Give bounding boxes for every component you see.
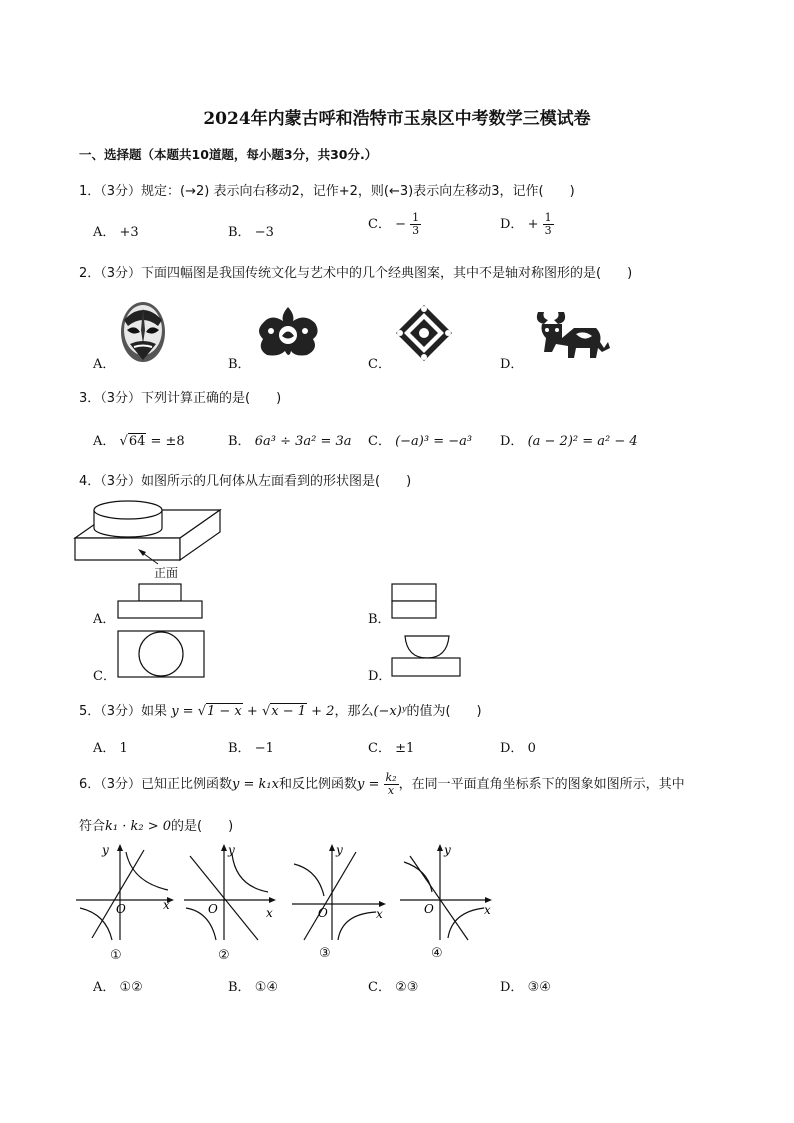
origin-label: O xyxy=(116,902,126,916)
question-5-stem: 5．（3分）如果 y = √1 − x + √x − 1 + 2，那么(−x)ʸ的值为( ) xyxy=(79,704,482,719)
graph-3 xyxy=(290,842,395,942)
q1-option-d: D． + $\frac{1}{3}$ xyxy=(500,211,552,237)
q2-option-b-label: B． xyxy=(228,357,251,372)
question-4-stem: 4．（3分）如图所示的几何体从左面看到的形状图是( ) xyxy=(79,474,412,489)
x-axis-label: x xyxy=(163,898,170,912)
q4-option-a-label: A． xyxy=(93,612,116,627)
q2-option-d-label: D． xyxy=(500,357,524,372)
q3-option-d: D． (a − 2)² = a² − 4 xyxy=(500,434,638,449)
question-6-stem-line-2: 符合k₁ · k₂ > 0的是( ) xyxy=(79,819,234,834)
q5-option-c: C． ±1 xyxy=(368,741,415,756)
question-2-stem: 2．（3分）下面四幅图是我国传统文化与艺术中的几个经典图案，其中不是轴对称图形的是( ) xyxy=(79,266,633,281)
y-axis-label: y xyxy=(444,843,451,857)
q1-option-a: A． +3 xyxy=(93,225,139,240)
q3-option-a: A． √64 = ±8 xyxy=(93,434,185,449)
y-axis-label: y xyxy=(228,843,235,857)
q5-option-d: D． 0 xyxy=(500,741,536,756)
q4-option-b-figure xyxy=(391,583,439,619)
q6-option-b: B． ①④ xyxy=(228,980,279,995)
q6-option-d: D． ③④ xyxy=(500,980,551,995)
q4-option-b-label: B． xyxy=(368,612,391,627)
q6-option-a: A． ①② xyxy=(93,980,143,995)
fraction: $\frac{\text{k₂}}{x}$ xyxy=(385,771,397,797)
origin-label: O xyxy=(318,906,328,920)
origin-label: O xyxy=(424,902,434,916)
origin-label: O xyxy=(208,902,218,916)
x-axis-label: x xyxy=(266,906,273,920)
x-axis-label: x xyxy=(376,907,383,921)
fraction: $\frac{1}{3}$ xyxy=(544,211,552,237)
q6-option-c: C． ②③ xyxy=(368,980,419,995)
ornament-image xyxy=(255,305,321,361)
q4-option-a-figure xyxy=(117,583,207,619)
graph-1-label: ① xyxy=(110,948,122,963)
q1-option-b: B． −3 xyxy=(228,225,274,240)
graph-4-label: ④ xyxy=(431,946,443,961)
q5-option-b: B． −1 xyxy=(228,741,274,756)
fraction: $\frac{1}{3}$ xyxy=(412,211,420,237)
question-1-stem: 1．（3分）规定：(→2) 表示向右移动2，记作+2，则(←3)表示向左移动3，记作( ) xyxy=(79,184,575,199)
q3-option-c: C． (−a)³ = −a³ xyxy=(368,434,473,449)
section-heading: 一、选择题（本题共10道题，每小题3分，共30分.） xyxy=(79,147,378,162)
front-label: 正面 xyxy=(154,566,179,580)
q4-option-c-label: C． xyxy=(93,669,116,684)
page-title: 2024年内蒙古呼和浩特市玉泉区中考数学三模试卷 xyxy=(203,109,591,129)
graph-3-label: ③ xyxy=(319,946,331,961)
radical: 64 xyxy=(128,434,146,449)
q1-option-c: C． − $\frac{1}{3}$ xyxy=(368,211,420,237)
ox-papercut-image xyxy=(530,308,612,362)
question-3-stem: 3．（3分）下列计算正确的是( ) xyxy=(79,391,282,406)
opera-mask-image xyxy=(118,300,168,370)
q2-option-c-label: C． xyxy=(368,357,391,372)
y-axis-label: y xyxy=(102,843,109,857)
graph-2-label: ② xyxy=(218,948,230,963)
q4-option-c-figure xyxy=(117,630,207,680)
question-6-stem: 6．（3分）已知正比例函数y = k₁x和反比例函数y = $\frac{\text{k₂}}{x}$ ，在同一平面直角坐标系下的图象如图所示，其中 xyxy=(79,771,685,797)
q4-option-d-label: D． xyxy=(368,669,392,684)
q3-option-b: B． 6a³ ÷ 3a² = 3a xyxy=(228,434,352,449)
graph-4 xyxy=(398,842,503,942)
x-axis-label: x xyxy=(484,903,491,917)
y-axis-label: y xyxy=(336,843,343,857)
graph-2 xyxy=(182,842,287,942)
q4-option-d-figure xyxy=(391,634,463,680)
knot-pattern-image xyxy=(394,303,454,363)
q5-option-a: A． 1 xyxy=(93,741,128,756)
q2-option-a-label: A． xyxy=(93,357,116,372)
graph-1 xyxy=(74,842,179,942)
solid-figure xyxy=(70,498,230,588)
